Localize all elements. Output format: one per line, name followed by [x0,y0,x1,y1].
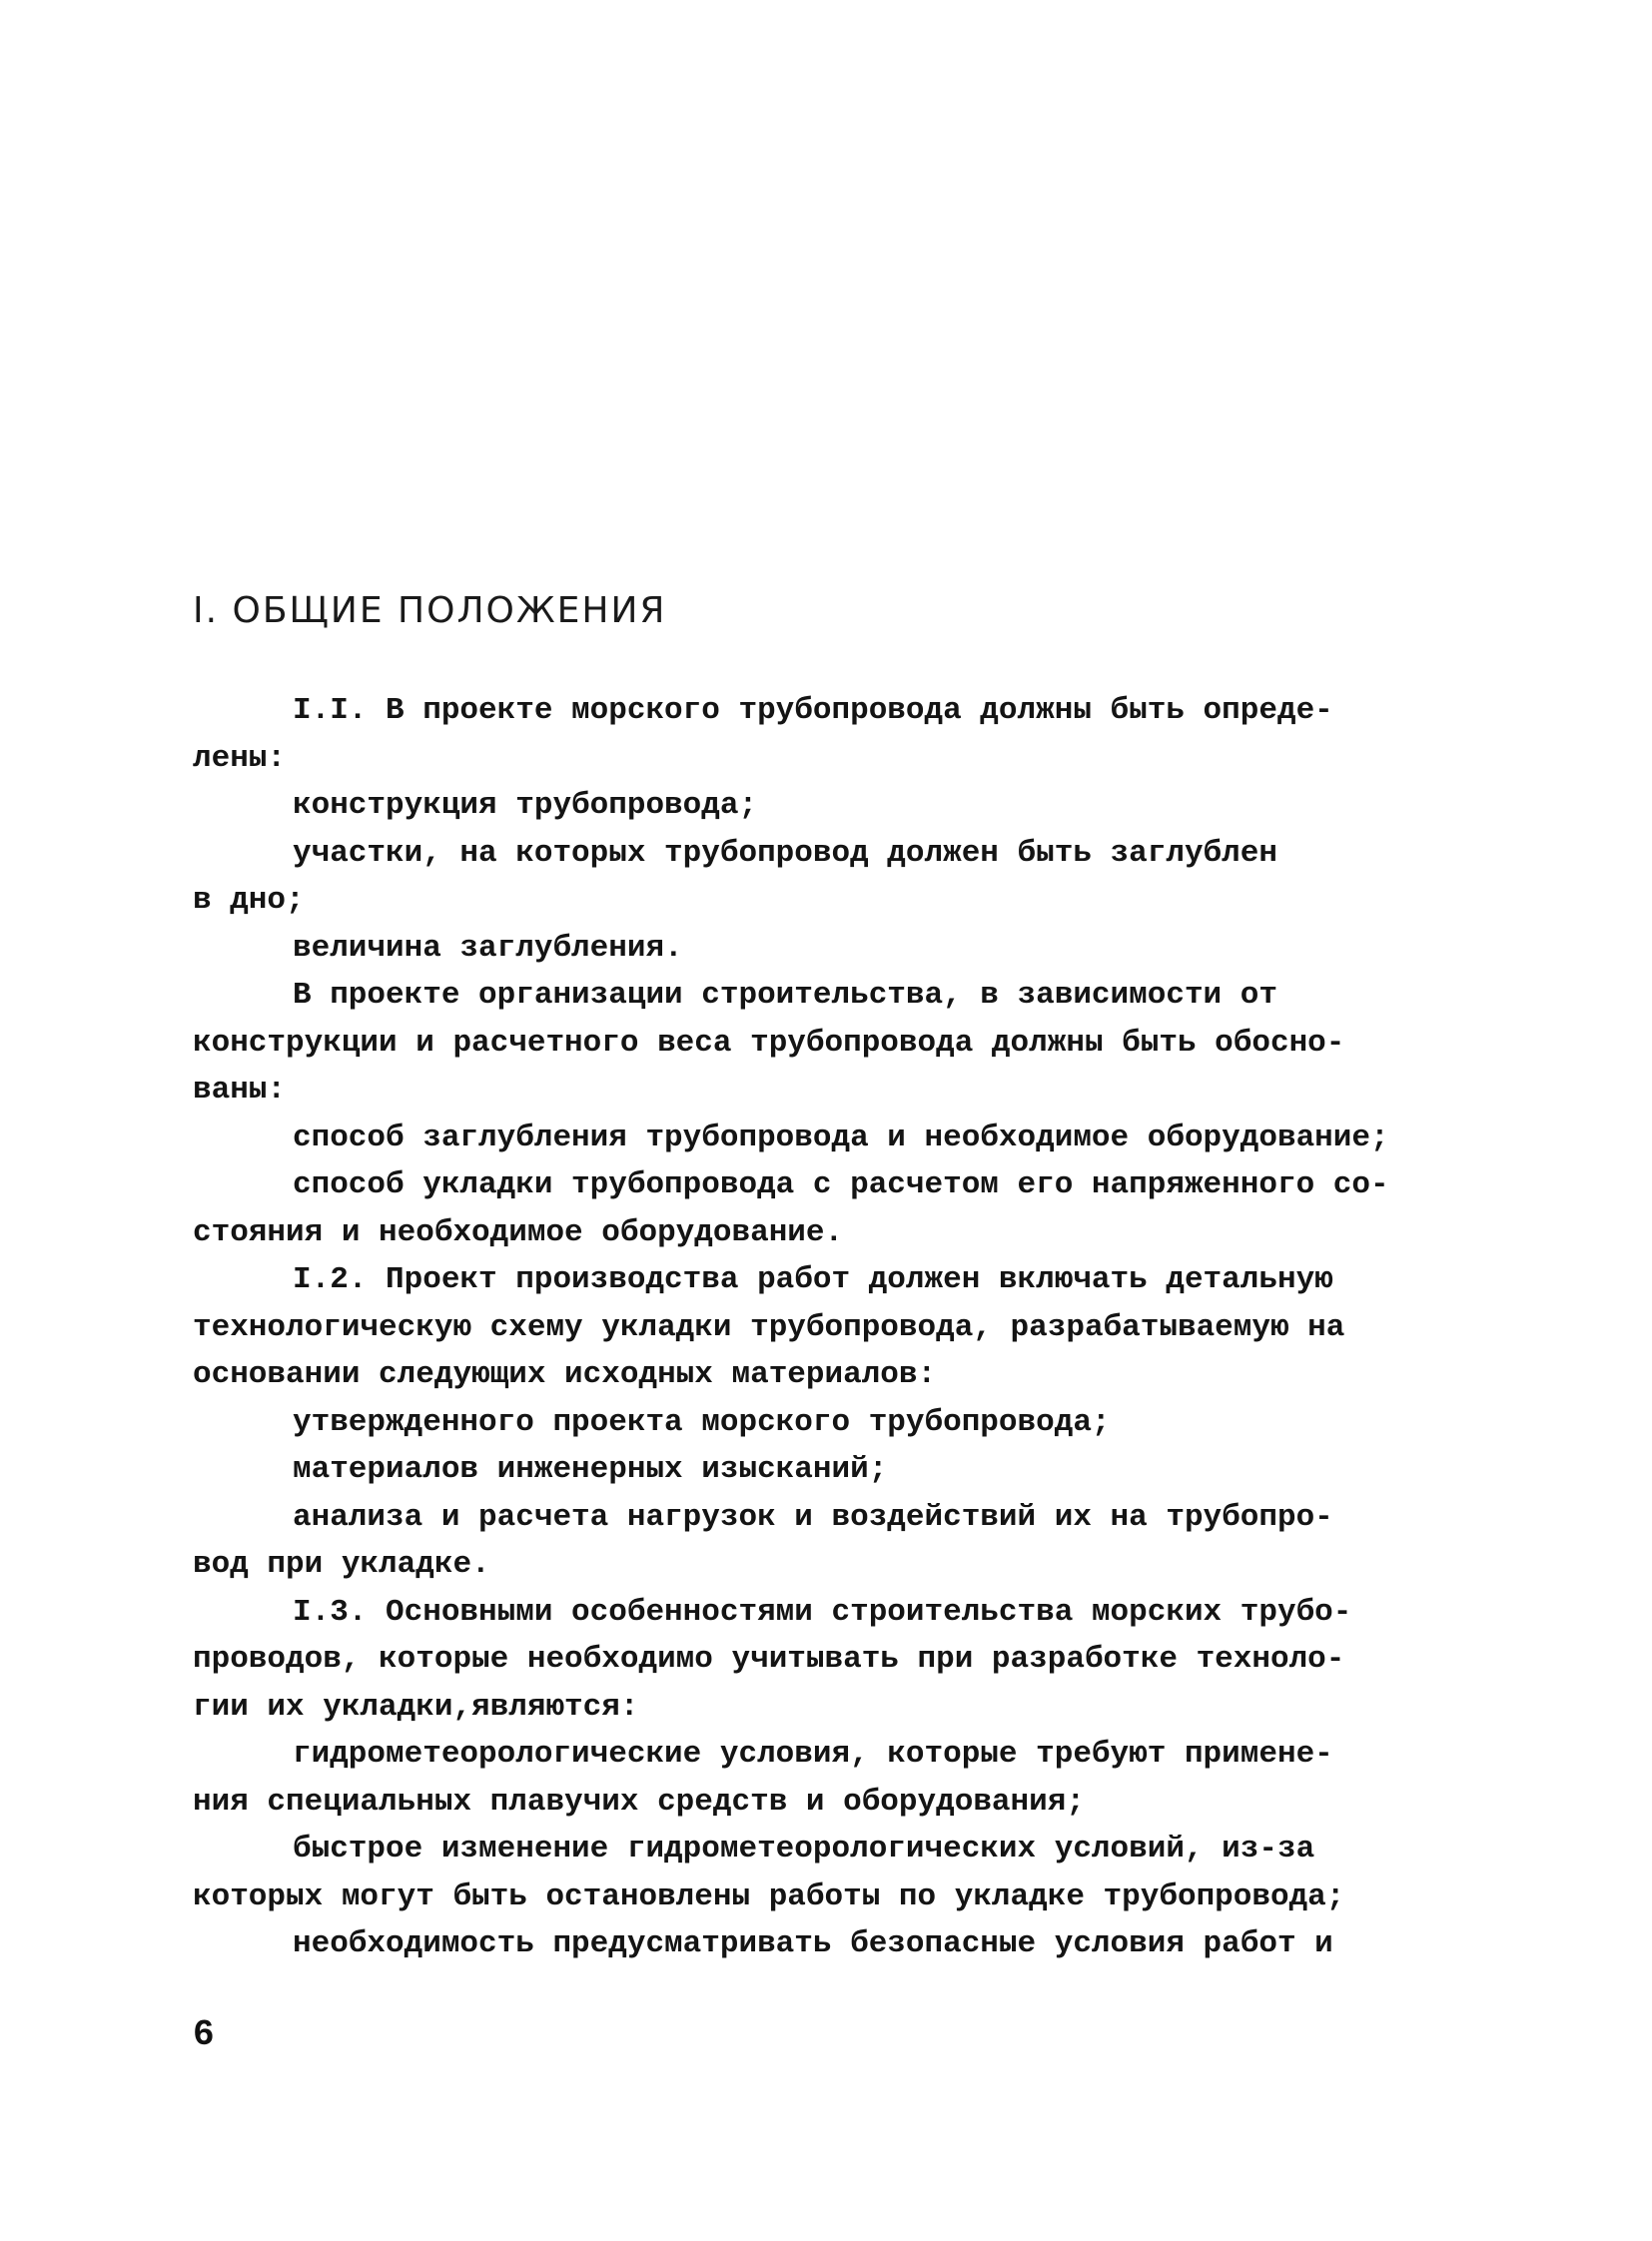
text-line: гидрометеорологические условия, которые требуют примене- [293,1737,1333,1772]
text-line: величина заглубления. [293,930,683,966]
text-line: способ укладки трубопровода с расчетом его напряженного со- [293,1167,1389,1202]
text-line: конструкции и расчетного веса трубопровода должны быть обосно- [193,1025,1345,1061]
text-line: ваны: [193,1073,287,1108]
text-line: быстрое изменение гидрометеорологических условий, из-за [293,1832,1315,1867]
text-line: в дно; [193,883,305,918]
page-number: 6 [193,2014,215,2055]
text-line: анализа и расчета нагрузок и воздействий их на трубопро- [293,1499,1333,1535]
text-line: гии их укладки,являются: [193,1689,639,1725]
text-line: лены: [193,740,287,776]
text-line: которых могут быть остановлены работы по укладке трубопровода; [193,1878,1345,1914]
text-line: В проекте организации строительства, в зависимости от [293,978,1277,1013]
text-line: ния специальных плавучих средств и оборудования; [193,1784,1085,1820]
text-line: утвержденного проекта морского трубопровода; [293,1404,1111,1440]
section-heading: I. ОБЩИЕ ПОЛОЖЕНИЯ [193,590,667,631]
text-line: основании следующих исходных материалов: [193,1357,937,1392]
text-line: конструкция трубопровода; [293,788,758,823]
text-line: необходимость предусматривать безопасные условия работ и [293,1926,1333,1961]
text-line: участки, на которых трубопровод должен быть заглублен [293,835,1277,871]
text-line: проводов, которые необходимо учитывать при разработке техноло- [193,1642,1345,1677]
text-line: стояния и необходимое оборудование. [193,1214,844,1250]
text-line: материалов инженерных изысканий; [293,1452,888,1487]
text-line: I.3. Основными особенностями строительства морских трубо- [293,1594,1352,1630]
text-line: вод при укладке. [193,1547,490,1582]
text-line: I.I. В проекте морского трубопровода должны быть опреде- [293,693,1333,728]
text-line: способ заглубления трубопровода и необходимое оборудование; [293,1120,1389,1155]
body-text [193,687,1511,1968]
text-line: I.2. Проект производства работ должен включать детальную [293,1262,1333,1297]
text-line: технологическую схему укладки трубопровода, разрабатываемую на [193,1309,1345,1345]
